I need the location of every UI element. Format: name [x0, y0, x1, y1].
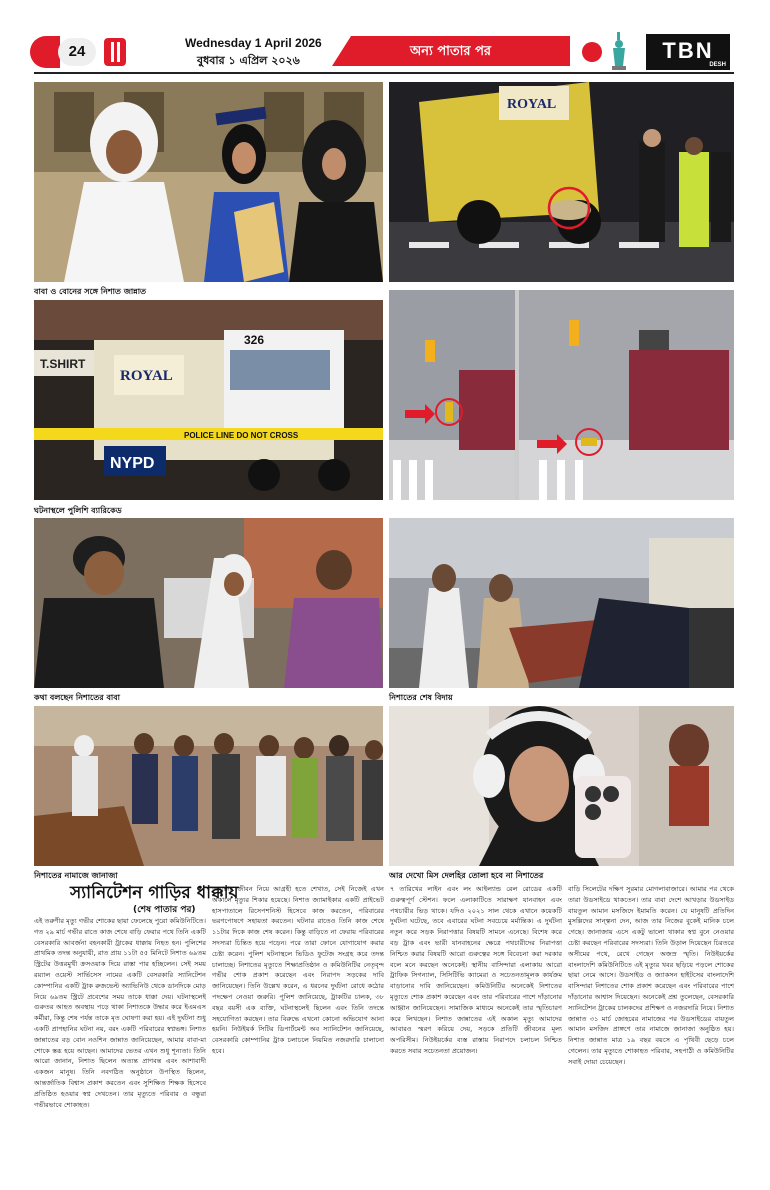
article-column-1 [34, 916, 206, 1182]
newspaper-logo [646, 34, 730, 70]
truck-number: 326 [244, 333, 265, 347]
caption-selfie: আর দেখো মিস দেলহির তোলা হবে না নিশাতের [389, 871, 544, 880]
photo-family-image [34, 82, 383, 282]
photo-family-graduation [34, 82, 383, 282]
article-text-4: বাড়ি সিলেটের দক্ষিণ সুরমার মোগলাবাজারে। আমার পর থেকে তারা উডসাইডে থাকতেন। তার বাবা দেশে আখড়ার উডসাইড বায়তুল আমান মসজিদে ইমামতি করেন। যে মানুষটি প্রতিদিন মুসল্লিদের সান্ত্বনা দেন, আজ তার নিজের বুকেই মানিক চলে গেছে। জানাজায় এসে একটু ভালো থাকার স্বপ্ন বুনে নেওয়ার চেষ্টা করছেন পরিবারের সদস্যরা। তিনি উড়াল দিয়েছেন চিরতরে অসীমের পথে, রেখে গেছেন অজস্র স্মৃতি। নিউইয়র্কের বাংলাদেশি কমিউনিটিতে এই মৃত্যুর খবর ছড়িয়ে পড়লে শোকের ছায়া নেমে আসে। উডসাইড ও জ্যাকসন হাইটসের বাংলাদেশি বাসিন্দারা নিশাতের শোক প্রকাশ করেছেন এবং পরিবারের পাশে দাঁড়ানোর আশ্বাস দিয়েছেন। অনেকেই প্রশ্ন তুলেছেন, বেসরকারি স্যানিটেশন ট্রাকের চালকদের প্রশিক্ষণ ও নজরদারি নিয়ে। নিশাত জান্নাত ৩১ মার্চ জোহরের নামাজের পর উডসাইডের বায়তুল আমান মসজিদ প্রাঙ্গণে তার নামাজে জানাজা অনুষ্ঠিত হয়। নিশাত জান্নাত মাত্র ১৯ বছর বয়সে এ পৃথিবী ছেড়ে চলে গেলেন। তার মৃত্যুতে শোকাহত পরিবার, সহপাঠী ও কমিউনিটির সবাই দোয়া চেয়েছেন। [568, 885, 734, 1066]
article-column-3 [390, 884, 562, 1182]
caption-farewell: নিশাতের শেষ বিদায় [389, 693, 453, 702]
photo-cctv-stills [389, 290, 734, 500]
article-text-2: অন্যদের জীবন নিয়ে আগ্রহী হতে শেখাত, সেই নিজেই এখন অকালে মৃত্যুর শিকার হয়েছে। নিশাত জ্যামাইকার একটি প্রাইভেট হাসপাতালে রিসেপশনিস্ট হিসেবে কাজ করতেন, পরিবারের ভরণপোষণে সহায়তা করতেন। ঘটনার রাতেও তিনি কাজ শেষে ১১টার দিকে কাজ শেষ করেন। কিন্তু বাড়িতে না ফেরায় পরিবারের সদস্যরা চিন্তিত হয়ে পড়েন। পরে তারা ফোনে যোগাযোগ করার চেষ্টা করেন। পুলিশ ঘটনাস্থলে ভিডিও ফুটেজ সংগ্রহ করে তদন্ত চালাচ্ছে। নিশাতের মৃত্যুতে শিক্ষাপ্রতিষ্ঠান ও কমিউনিটির নেতৃবৃন্দ গভীর শোক প্রকাশ করেছেন এবং নিরাপদ সড়কের দাবি জানিয়েছেন। তিনি উল্লেখ করেন, এ ধরনের দুর্ঘটনা রোধে কঠোর পদক্ষেপ নেওয়া জরুরি। পুলিশ জানিয়েছে, ট্রাকটির চালক, ৩৮ বছর বয়সী এক ব্যক্তি, ঘটনাস্থলেই ছিলেন এবং তিনি তদন্তে সহযোগিতা করছেন। তার বিরুদ্ধে এখনো কোনো অভিযোগ আনা হয়নি। নিউইয়র্ক সিটির ডিপার্টমেন্ট অব স্যানিটেশন জানিয়েছে, বেসরকারি কোম্পানির ট্রাক চলাচলে নিয়মিত নজরদারি চালানো হবে। [212, 885, 384, 1055]
caption-family: বাবা ও বোনের সঙ্গে নিশাত জান্নাত [34, 287, 147, 296]
article-title: স্যানিটেশন গাড়ির ধাক্কায় [70, 883, 239, 903]
photo-father-talking [34, 518, 383, 688]
date-english: Wednesday 1 April 2026 [185, 36, 322, 50]
caption-father: কথা বলছেন নিশাতের বাবা [34, 693, 120, 702]
logo-text: TBN [662, 38, 714, 63]
police-tape-text: POLICE LINE DO NOT CROSS [184, 431, 299, 440]
photo-father-image [34, 518, 383, 688]
article-text-3: ৭ তারিখের লাইন এবং লং আইল্যান্ড রেল রোডের একটি গুরুত্বপূর্ণ স্টেশন। ফলে এলাকাটিতে সারাক্ষণ যানবাহন এবং পথচারীর ভিড় থাকে। যদিও ২০২১ সাল থেকে এখানে কয়েকটি দুর্ঘটনা ঘটেছে, তবে এবারের ঘটনা সবচেয়ে মর্মান্তিক। এ দুর্ঘটনা নতুন করে সড়ক নিরাপত্তার বিষয়টি সামনে এনেছে। বিশেষ করে বড় ট্রাক এবং ভারী যানবাহনের ক্ষেত্রে পথচারীদের নিরাপত্তা নিশ্চিত করার বিষয়টি আরো গুরুত্বের সঙ্গে বিবেচনা করা দরকার বলে মনে করছেন অনেকেই। স্থানীয় বাসিন্দারা এলাকায় আরো ট্রাফিক সিগন্যাল, সিসিটিভি ক্যামেরা ও সচেতনতামূলক কার্যক্রম বাড়ানোর দাবি জানিয়েছেন। কমিউনিটির অনেকেই নিশাতের মৃত্যুতে শোক প্রকাশ করেছেন এবং তার পরিবারের পাশে দাঁড়ানোর আহ্বান জানিয়েছেন। সামাজিক মাধ্যমে অনেকেই তার স্মৃতিচারণ করে লিখছেন। নিশাত জান্নাতের এই অকাল মৃত্যু আমাদের আবারও স্মরণ করিয়ে দেয়, সড়কে প্রতিটি জীবনের মূল্য অপরিসীম। নিউইয়র্কের ব্যস্ত রাস্তায় নিরাপদে চলাচল নিশ্চিত করতে সবার সচেতনতা প্রয়োজন। [390, 885, 562, 1055]
page-marker-icon [104, 38, 126, 66]
truck-sign-royal: ROYAL [507, 97, 557, 112]
date-bangla: বুধবার ১ এপ্রিল ২০২৬ [197, 54, 300, 67]
shop-sign: T.SHIRT [40, 357, 86, 371]
page-number: 24 [58, 38, 96, 66]
photo-truck-night-police [389, 82, 734, 282]
section-title: অন্য পাতার পর [410, 44, 492, 59]
logo-tag: DESH [709, 62, 726, 68]
article-column-2 [212, 884, 384, 1182]
article-text-1: এই তরুণীর মৃত্যু গভীর শোকের ছায়া ফেলেছে পুরো কমিউনিটিতে। গত ২৯ মার্চ গভীর রাতে কাজ শেষে বাড়ি ফেরার পথে তিনি একটি বেসরকারি আবর্জনা বহনকারী ট্রাকের ধাক্কায় নিহত হন। পুলিশের প্রাথমিক তদন্ত অনুযায়ী, রাত প্রায় ১১টা ৫৫ মিনিটে নিশাত ৬৯তম স্ট্রিটের উত্তরমুখী ক্রসওয়াক দিয়ে রাস্তা পার হচ্ছিলেন। সেই সময় রয়্যাল ওয়েস্ট সার্ভিসেস নামের একটি বেসরকারি স্যানিটেশন কোম্পানির একটি ট্রাক রুজভেল্ট অ্যাভিনিউ থেকে ডানদিকে মোড় নিয়ে ৬৯তম স্ট্রিটে প্রবেশের সময় তাকে ধাক্কা দেয়। ঘটনাস্থলেই গুরুতর আহত অবস্থায় পড়ে থাকা নিশাতকে উদ্ধার করে ইএমএস কর্মীরা, কিন্তু শেষ পর্যন্ত তাকে মৃত ঘোষণা করা হয়। এই দুর্ঘটনা শুধু একটি প্রাণহানির ঘটনা নয়, বরং একটি পরিবারের স্বপ্নভঙ্গ। নিশাত জান্নাতের বড় বোন নওশিন জান্নাত জানিয়েছেন, আমার বাবা-মা শোকে স্তব্ধ হয়ে আছেন। আমাদের ভেতর এখন শুধু শূন্যতা। তিনি আরো জানান, নিশাত ছিলেন অত্যন্ত প্রাণবন্ত এবং আশাবাদী একজন মানুষ। তিনি নবগঠিত অনুষ্ঠানে উপস্থিত ছিলেন, আন্তর্জাতিক বিশ্বাস প্রকাশ করতেন এবং সুশিক্ষিত শিক্ষক হিসেবে প্রতিষ্ঠিত হওয়ার স্বপ্ন দেখতেন। তার মৃত্যুতে পরিবার ও বন্ধুরা গভীরভাবে শোকাহত। [34, 917, 206, 1109]
page-number-tab [30, 36, 60, 68]
caption-barricade: ঘটনাস্থলে পুলিশি ব্যারিকেড [34, 506, 122, 515]
caption-prayer: নিশাতের নামাজে জানাজা [34, 871, 118, 880]
photo-selfie [389, 706, 734, 866]
truck-sign-royal-2: ROYAL [120, 368, 173, 384]
flag-icon [582, 42, 602, 62]
photo-last-farewell [389, 518, 734, 688]
article-column-4 [568, 884, 734, 1182]
photo-funeral-prayer [34, 706, 383, 866]
photo-selfie-image [389, 706, 734, 866]
page-header [0, 0, 770, 80]
statue-of-liberty-icon [608, 32, 630, 70]
photo-farewell-image [389, 518, 734, 688]
photo-barricade-image [34, 300, 383, 500]
article-subtitle: (শেষ পাতার পর) [133, 905, 196, 915]
photo-truck-image [389, 82, 734, 282]
photo-police-barricade [34, 300, 383, 500]
nypd-badge: NYPD [110, 455, 155, 472]
header-rule [34, 72, 734, 74]
photo-cctv-image [389, 290, 734, 500]
photo-prayer-image [34, 706, 383, 866]
